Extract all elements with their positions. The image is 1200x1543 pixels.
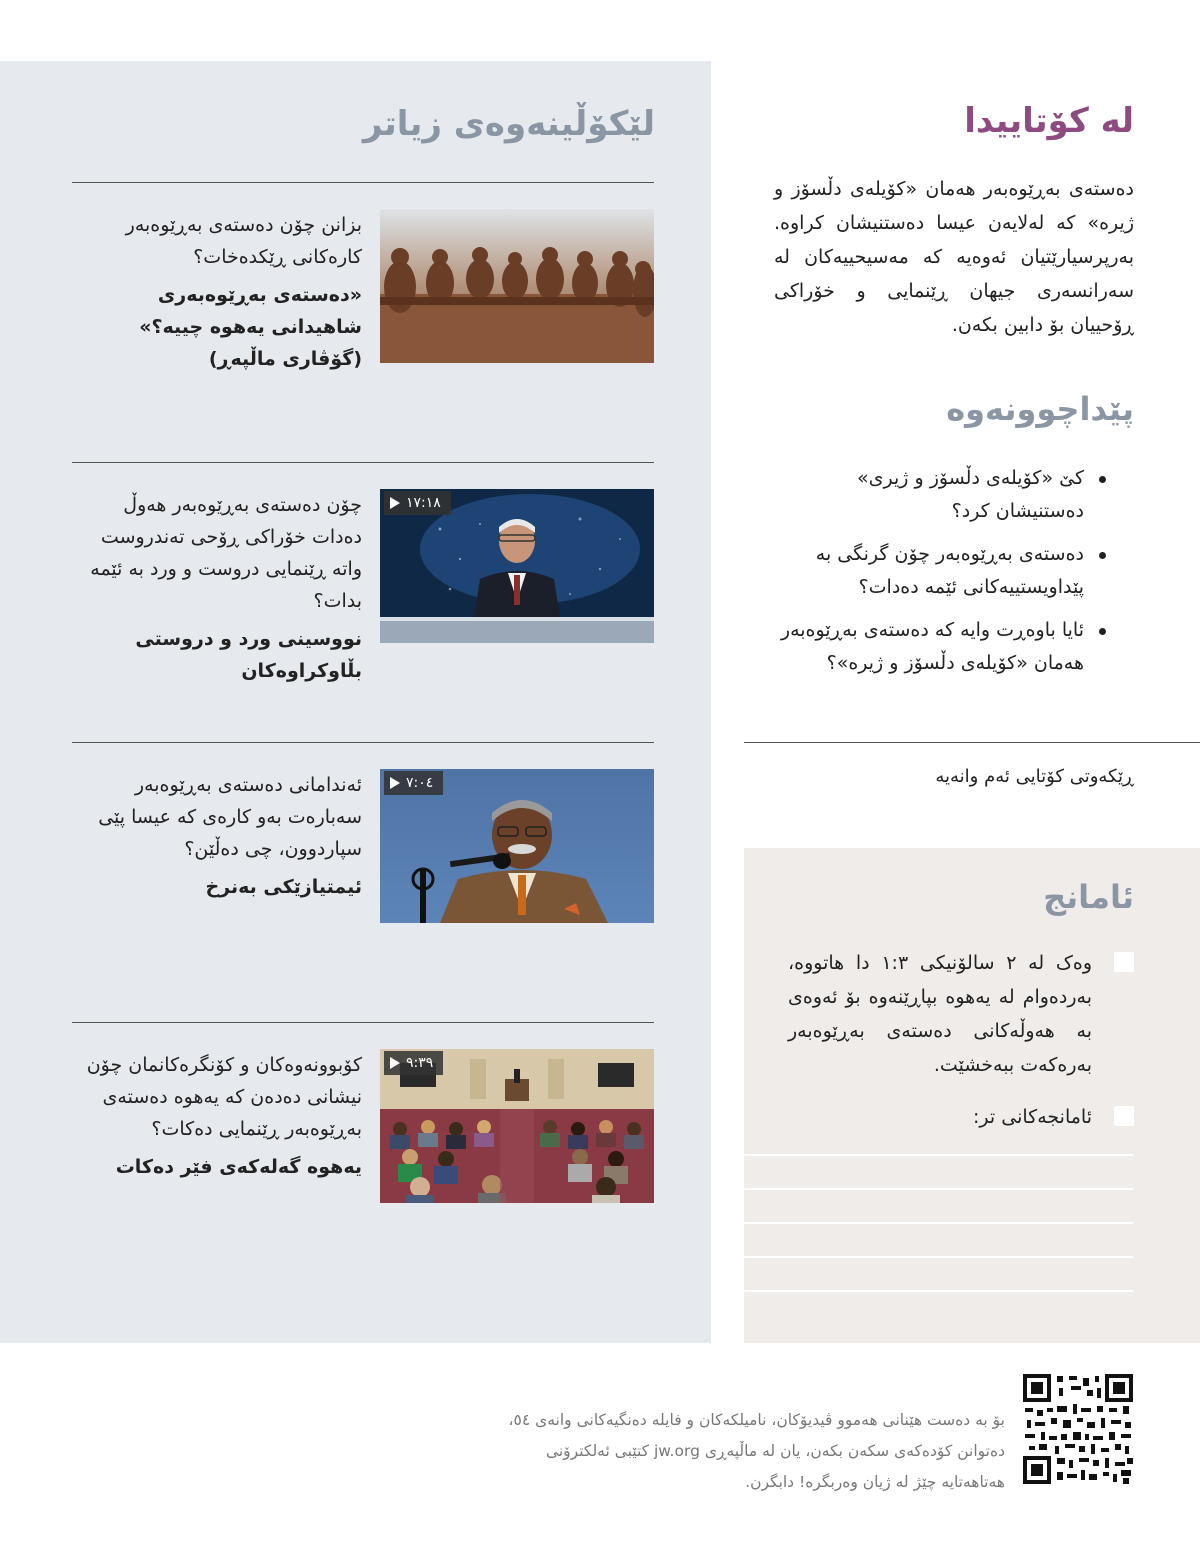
play-icon — [390, 777, 400, 789]
goals-box — [744, 848, 1200, 1343]
meeting-silhouette-image — [380, 209, 654, 363]
writing-line[interactable] — [744, 1290, 1133, 1292]
play-icon — [390, 1057, 400, 1069]
study-source-link[interactable]: نووسینی ورد و دروستی بڵاوکراوەکان — [135, 628, 362, 682]
study-source-link[interactable]: یەهوە گەلەکەی فێر دەکات — [115, 1156, 362, 1178]
goal-checkbox[interactable] — [1114, 1106, 1134, 1126]
divider — [72, 182, 654, 183]
video-duration-badge — [384, 771, 443, 795]
study-item-text — [72, 209, 362, 375]
video-duration-badge — [384, 1051, 443, 1075]
divider — [72, 1022, 654, 1023]
summary-text: دەستەی بەڕێوەبەر هەمان «کۆیلەی دڵسۆز و ژیرە» کە لەلایەن عیسا دەستنیشان کراوە. بەرپرسیارێتیان ئەوەیە کە مەسیحییەکان لە سەرانسەری جیهان ڕێنمایی و خۆراکی ڕۆحییان بۆ دابین بکەن. — [774, 178, 1134, 336]
goals-title: ئامانج — [1043, 878, 1134, 916]
study-question: ئەندامانی دەستەی بەڕێوەبەر سەبارەت بەو کارەی کە عیسا پێی سپاردوون، چی دەڵێن؟ — [98, 774, 362, 860]
study-question: کۆبوونەوەکان و کۆنگرەکانمان چۆن نیشانی دەدەن کە یەهوە دەستەی بەڕێوەبەر ڕێنمایی دەکات؟ — [86, 1054, 362, 1140]
footer-download-text: بۆ بە دەست هێنانی هەموو ڤیدیۆکان، نامیلکەکان و فایلە دەنگیەکانی وانەی ٥٤، دەتوانن کۆدەکەی سکەن بکەن، یان لە ماڵپەڕی jw.org کتێبی ئەلکترۆنی هەتاهەتایە چێژ لە ژیان وەربگرە! دابگرن. — [508, 1411, 1005, 1491]
divider — [72, 462, 654, 463]
video-duration-badge — [384, 491, 451, 515]
divider — [744, 742, 1200, 743]
goal-checkbox[interactable] — [1114, 952, 1134, 972]
divider — [72, 742, 654, 743]
review-title: پێداچوونەوە — [946, 390, 1134, 428]
goal-text: وەک لە ٢ سالۆنیکی ١:٣ دا هاتووە، بەردەوام لە یەهوە بپاڕێنەوە بۆ ئەوەی بە هەوڵەکانی دەستەی بەڕێوەبەر بەرەکەت ببەخشێت. — [788, 952, 1092, 1076]
review-question: کێ «کۆیلەی دڵسۆز و ژیری» دەستنیشان کرد؟ — [768, 462, 1108, 528]
video-thumbnail[interactable] — [380, 1049, 654, 1203]
goal-item — [788, 1100, 1134, 1134]
study-question: بزانن چۆن دەستەی بەڕێوەبەر کارەکانی ڕێکدەخات؟ — [125, 214, 362, 268]
study-item-1[interactable] — [72, 209, 654, 370]
completion-date-label: ڕێکەوتی کۆتایی ئەم وانەیە — [935, 766, 1134, 787]
writing-line[interactable] — [744, 1256, 1133, 1258]
review-question: ئایا باوەڕت وایە کە دەستەی بەڕێوەبەر هەمان «کۆیلەی دڵسۆز و ژیرە»؟ — [768, 614, 1108, 680]
summary-title: لە کۆتاییدا — [964, 101, 1134, 141]
study-item-text — [72, 489, 362, 687]
writing-line[interactable] — [744, 1222, 1133, 1224]
video-duration: ٩:٣٩ — [406, 1055, 434, 1071]
article-thumbnail[interactable] — [380, 209, 654, 363]
goal-item — [788, 946, 1134, 1082]
review-question: دەستەی بەڕێوەبەر چۆن گرنگی بە پێداویستییەکانی ئێمە دەدات؟ — [768, 538, 1108, 604]
further-study-title: لێکۆڵینەوەی زیاتر — [362, 104, 655, 144]
study-item-3[interactable] — [72, 769, 654, 923]
writing-line[interactable] — [744, 1188, 1133, 1190]
goal-text: ئامانجەکانی تر: — [973, 1106, 1092, 1128]
qr-code[interactable] — [1023, 1374, 1133, 1484]
video-duration: ٧:٠٤ — [406, 775, 434, 791]
writing-line[interactable] — [744, 1154, 1133, 1156]
study-item-text — [72, 1049, 362, 1183]
study-item-4[interactable] — [72, 1049, 654, 1203]
study-source-link[interactable]: «دەستەی بەڕێوەبەری شاهیدانی یەهوە چییە؟» (گۆڤاری ماڵپەڕ) — [139, 284, 362, 370]
study-item-text — [72, 769, 362, 903]
video-thumbnail[interactable] — [380, 489, 654, 643]
play-icon — [390, 497, 400, 509]
study-item-2[interactable] — [72, 489, 654, 682]
video-duration: ١٧:١٨ — [406, 495, 441, 511]
study-source-link[interactable]: ئیمتیازێکی بەنرخ — [205, 876, 362, 898]
review-list — [768, 462, 1108, 690]
video-thumbnail[interactable] — [380, 769, 654, 923]
study-question: چۆن دەستەی بەڕێوەبەر هەوڵ دەدات خۆراکی ڕۆحی تەندروست واتە ڕێنمایی دروست و ورد بە ئێمە بدات؟ — [90, 494, 362, 612]
